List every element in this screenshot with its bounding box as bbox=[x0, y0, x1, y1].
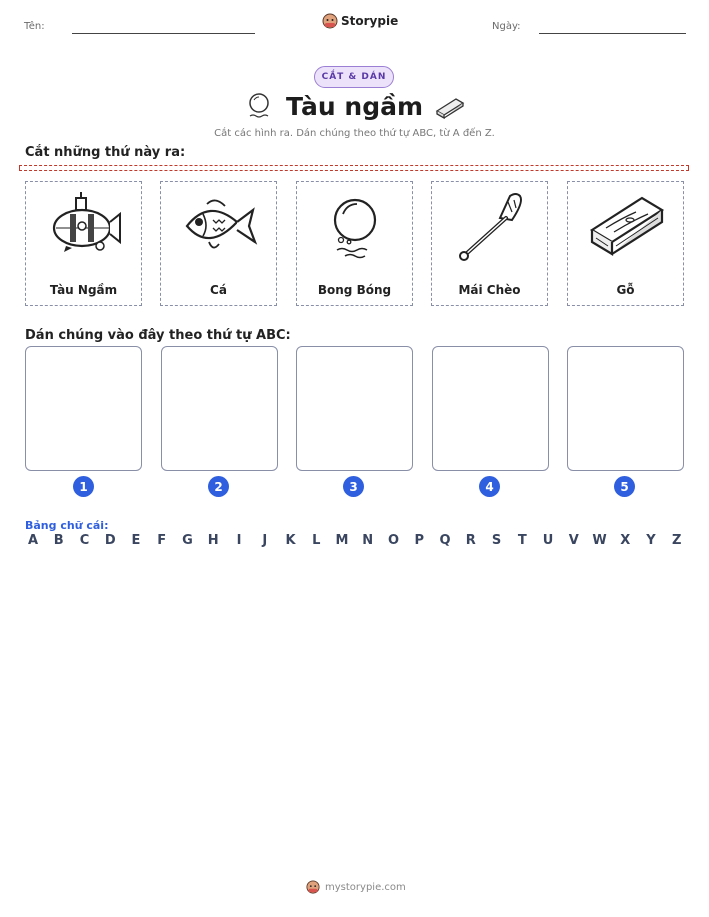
brand-logo bbox=[322, 13, 398, 29]
paste-slot-3[interactable] bbox=[296, 346, 413, 471]
wood-icon bbox=[586, 190, 666, 270]
card-label: Cá bbox=[210, 283, 227, 297]
slot-number: 4 bbox=[479, 476, 500, 497]
card-label: Gỗ bbox=[616, 283, 635, 297]
cut-card-bubble[interactable] bbox=[296, 181, 413, 306]
brand-name: Storypie bbox=[341, 14, 399, 28]
instructions: Cắt các hình ra. Dán chúng theo thứ tự ABC, từ A đến Z. bbox=[214, 128, 495, 139]
alphabet-letter: E bbox=[131, 533, 141, 548]
alphabet-letter: B bbox=[53, 533, 64, 548]
storypie-mascot-icon bbox=[306, 880, 320, 894]
alphabet-letter: N bbox=[362, 533, 374, 548]
card-label: Mái Chèo bbox=[458, 283, 521, 297]
paste-slot-5[interactable] bbox=[567, 346, 684, 471]
paste-slot-4[interactable] bbox=[432, 346, 549, 471]
page-title: Tàu ngầm bbox=[285, 92, 424, 121]
alphabet-letter: X bbox=[620, 533, 631, 548]
cut-card-submarine[interactable] bbox=[25, 181, 142, 306]
storypie-mascot-icon bbox=[322, 13, 338, 29]
alphabet-letter: Z bbox=[672, 533, 682, 548]
paste-slot-2[interactable] bbox=[161, 346, 278, 471]
slot-number: 2 bbox=[208, 476, 229, 497]
alphabet-letter: S bbox=[491, 533, 502, 548]
alphabet-letter: F bbox=[157, 533, 167, 548]
alphabet-letter: A bbox=[27, 533, 39, 548]
card-label: Bong Bóng bbox=[317, 283, 392, 297]
alphabet-letter: I bbox=[236, 533, 242, 548]
alphabet-letter: T bbox=[517, 533, 527, 548]
alphabet-letter: U bbox=[542, 533, 554, 548]
alphabet-letter: P bbox=[414, 533, 425, 548]
cut-card-wood[interactable] bbox=[567, 181, 684, 306]
alphabet-letter: O bbox=[387, 533, 400, 548]
cut-line bbox=[19, 165, 689, 171]
slot-number: 3 bbox=[343, 476, 364, 497]
footer-url[interactable]: mystorypie.com bbox=[325, 881, 406, 893]
name-line[interactable] bbox=[72, 33, 255, 34]
alphabet-letter: W bbox=[592, 533, 607, 548]
paste-heading: Dán chúng vào đây theo thứ tự ABC: bbox=[25, 328, 291, 343]
paddle-icon bbox=[450, 190, 530, 270]
alphabet-letter: Y bbox=[646, 533, 656, 548]
alphabet-letter: Q bbox=[439, 533, 451, 548]
slot-number: 5 bbox=[614, 476, 635, 497]
alphabet-letter: H bbox=[207, 533, 219, 548]
wood-icon bbox=[434, 95, 466, 119]
cut-card-fish[interactable] bbox=[160, 181, 277, 306]
alphabet-letter: K bbox=[285, 533, 296, 548]
name-label: Tên: bbox=[24, 21, 45, 32]
alphabet-letter: L bbox=[312, 533, 321, 548]
date-label: Ngày: bbox=[492, 21, 521, 32]
bubble-icon bbox=[315, 190, 395, 270]
cut-card-paddle[interactable] bbox=[431, 181, 548, 306]
alphabet-letter: J bbox=[262, 533, 268, 548]
date-line[interactable] bbox=[539, 33, 686, 34]
cut-heading: Cắt những thứ này ra: bbox=[25, 145, 186, 160]
card-label: Tàu Ngầm bbox=[49, 283, 118, 297]
alphabet-letter: G bbox=[182, 533, 193, 548]
alphabet-letter: C bbox=[79, 533, 90, 548]
submarine-icon bbox=[44, 190, 124, 270]
alphabet-heading: Bảng chữ cái: bbox=[25, 519, 109, 532]
activity-badge: CẮT & DÁN bbox=[314, 66, 394, 88]
alphabet-letter: V bbox=[568, 533, 579, 548]
alphabet-row bbox=[25, 533, 685, 548]
paste-slot-1[interactable] bbox=[25, 346, 142, 471]
fish-icon bbox=[179, 190, 259, 270]
alphabet-letter: R bbox=[465, 533, 476, 548]
alphabet-letter: M bbox=[335, 533, 349, 548]
footer bbox=[306, 880, 406, 894]
alphabet-letter: D bbox=[104, 533, 116, 548]
slot-number: 1 bbox=[73, 476, 94, 497]
